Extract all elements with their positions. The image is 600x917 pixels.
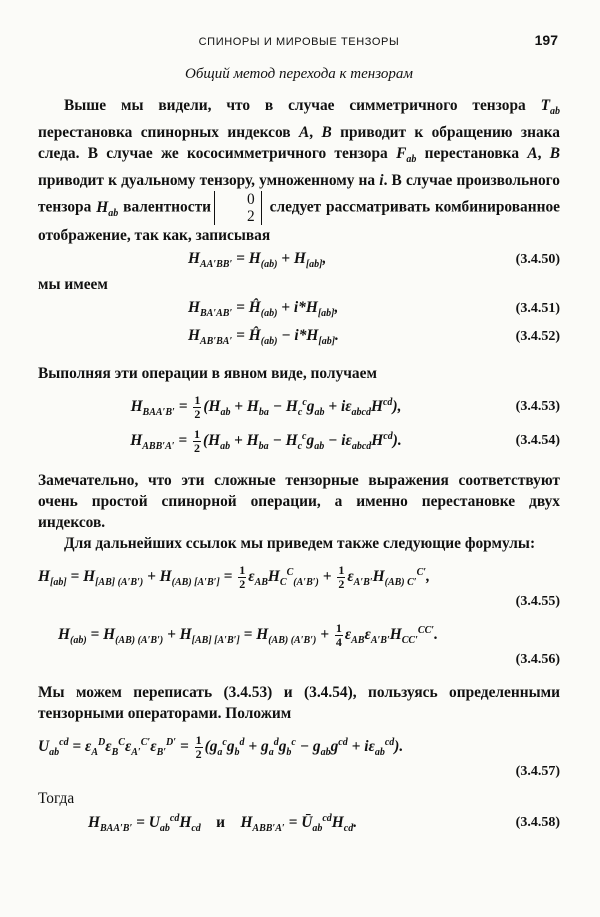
equation-number-3-4-55: (3.4.55) (515, 594, 560, 610)
equation-3-4-56: $H_{(ab)} = H_{(AB) (A'B')} + H_{[AB] [A'B']} = H_{(AB) (A'B')}$ + $\frac{1}{4}$ $\varepsilon_{AB}\varepsilon_{A'B'}H_{CC'}^{CC'}$. (58, 620, 438, 649)
paragraph-intro: Выше мы видели, что в случае симметричного тензора $T_{ab}$ перестановка спинорных индексов A, B приводит к обращению знака следа. В случае же кососимметричного тензора $F_{ab}$ перестановка A, B приводит к дуальному тензору, умноженному на i. В случае произвольного тензора $H_{ab}$ валентности 0 2 следует рассматривать комбинированное отображение, так как, записывая (38, 97, 561, 245)
remark-text: Замечательно, что эти сложные тензорные выражения соответствуют очень простой спинорной операции, а именно перестановке двух индексов. (38, 472, 560, 532)
performing-text: Выполняя эти операции в явном виде, получаем (38, 365, 377, 383)
equation-3-4-53: $H_{BAA'B'}$ = $\frac{1}{2}$ $(H_{ab} + H_{ba} - H_c^cg_{ab} + i\varepsilon_{abcd}H^{cd})$, (3.4.53) (130, 392, 560, 421)
further-text: Для дальнейших ссылок мы приведем также следующие формулы: (64, 535, 536, 553)
equation-3-4-55: $H_{[ab]} = H_{[AB] (A'B')} + H_{(AB) [A'B']}$ = $\frac{1}{2}$ $\varepsilon_{AB}H_C^C_{(A'B')}$ + $\frac{1}{2}$ $\varepsilon_{A'B'}H_{(AB) C'}^{C'}$, (38, 562, 430, 591)
equation-3-4-50: $H_{AA'BB'} = H_{(ab)} + H_{[ab]}$, (3.4.50) (188, 250, 560, 271)
running-title: СПИНОРЫ И МИРОВЫЕ ТЕНЗОРЫ (198, 36, 400, 48)
equation-3-4-57: $U_{ab}^{cd} = \varepsilon_A^D\varepsilon_B^C\varepsilon_{A'}^{C'}\varepsilon_{B'}^{D'}$ = $\frac{1}{2}$ $(g_a^cg_b^d + g_a^dg_b^c - g_{ab}g^{cd} + i\varepsilon_{ab}^{cd})$. (38, 732, 404, 761)
valence-bracket: 0 2 (214, 191, 262, 225)
page-number: 197 (534, 32, 558, 48)
equation-3-4-58: $H_{BAA'B'} = U_{ab}^{cd}H_{cd}$ и $H_{ABB'A'}$ = $Ū_{ab}^{cd}H_{cd}$. (3.4.58) (88, 812, 560, 834)
page-header (38, 30, 560, 52)
equation-number-3-4-56: (3.4.56) (515, 652, 560, 668)
equation-number-3-4-57: (3.4.57) (515, 764, 560, 780)
rewrite-text: Мы можем переписать (3.4.53) и (3.4.54), пользуясь определенными тензорными операторами. Положим (38, 684, 560, 723)
page (38, 30, 560, 837)
equation-3-4-54: $H_{ABB'A'}$ = $\frac{1}{2}$ $(H_{ab} + H_{ba} - H_c^cg_{ab} - i\varepsilon_{abcd}H^{cd})$. (3.4.54) (130, 426, 560, 455)
equation-3-4-52: $H_{AB'BA'}$ = $Ĥ_{(ab)} - i*H_{[ab]}$. (3.4.52) (188, 327, 560, 348)
section-title: Общий метод перехода к тензорам (185, 66, 413, 82)
equation-3-4-51: $H_{BA'AB'}$ = $Ĥ_{(ab)} + i*H_{[ab]}$, (3.4.51) (188, 299, 560, 320)
we-have-text: мы имеем (38, 276, 108, 294)
then-text: Тогда (38, 790, 75, 808)
